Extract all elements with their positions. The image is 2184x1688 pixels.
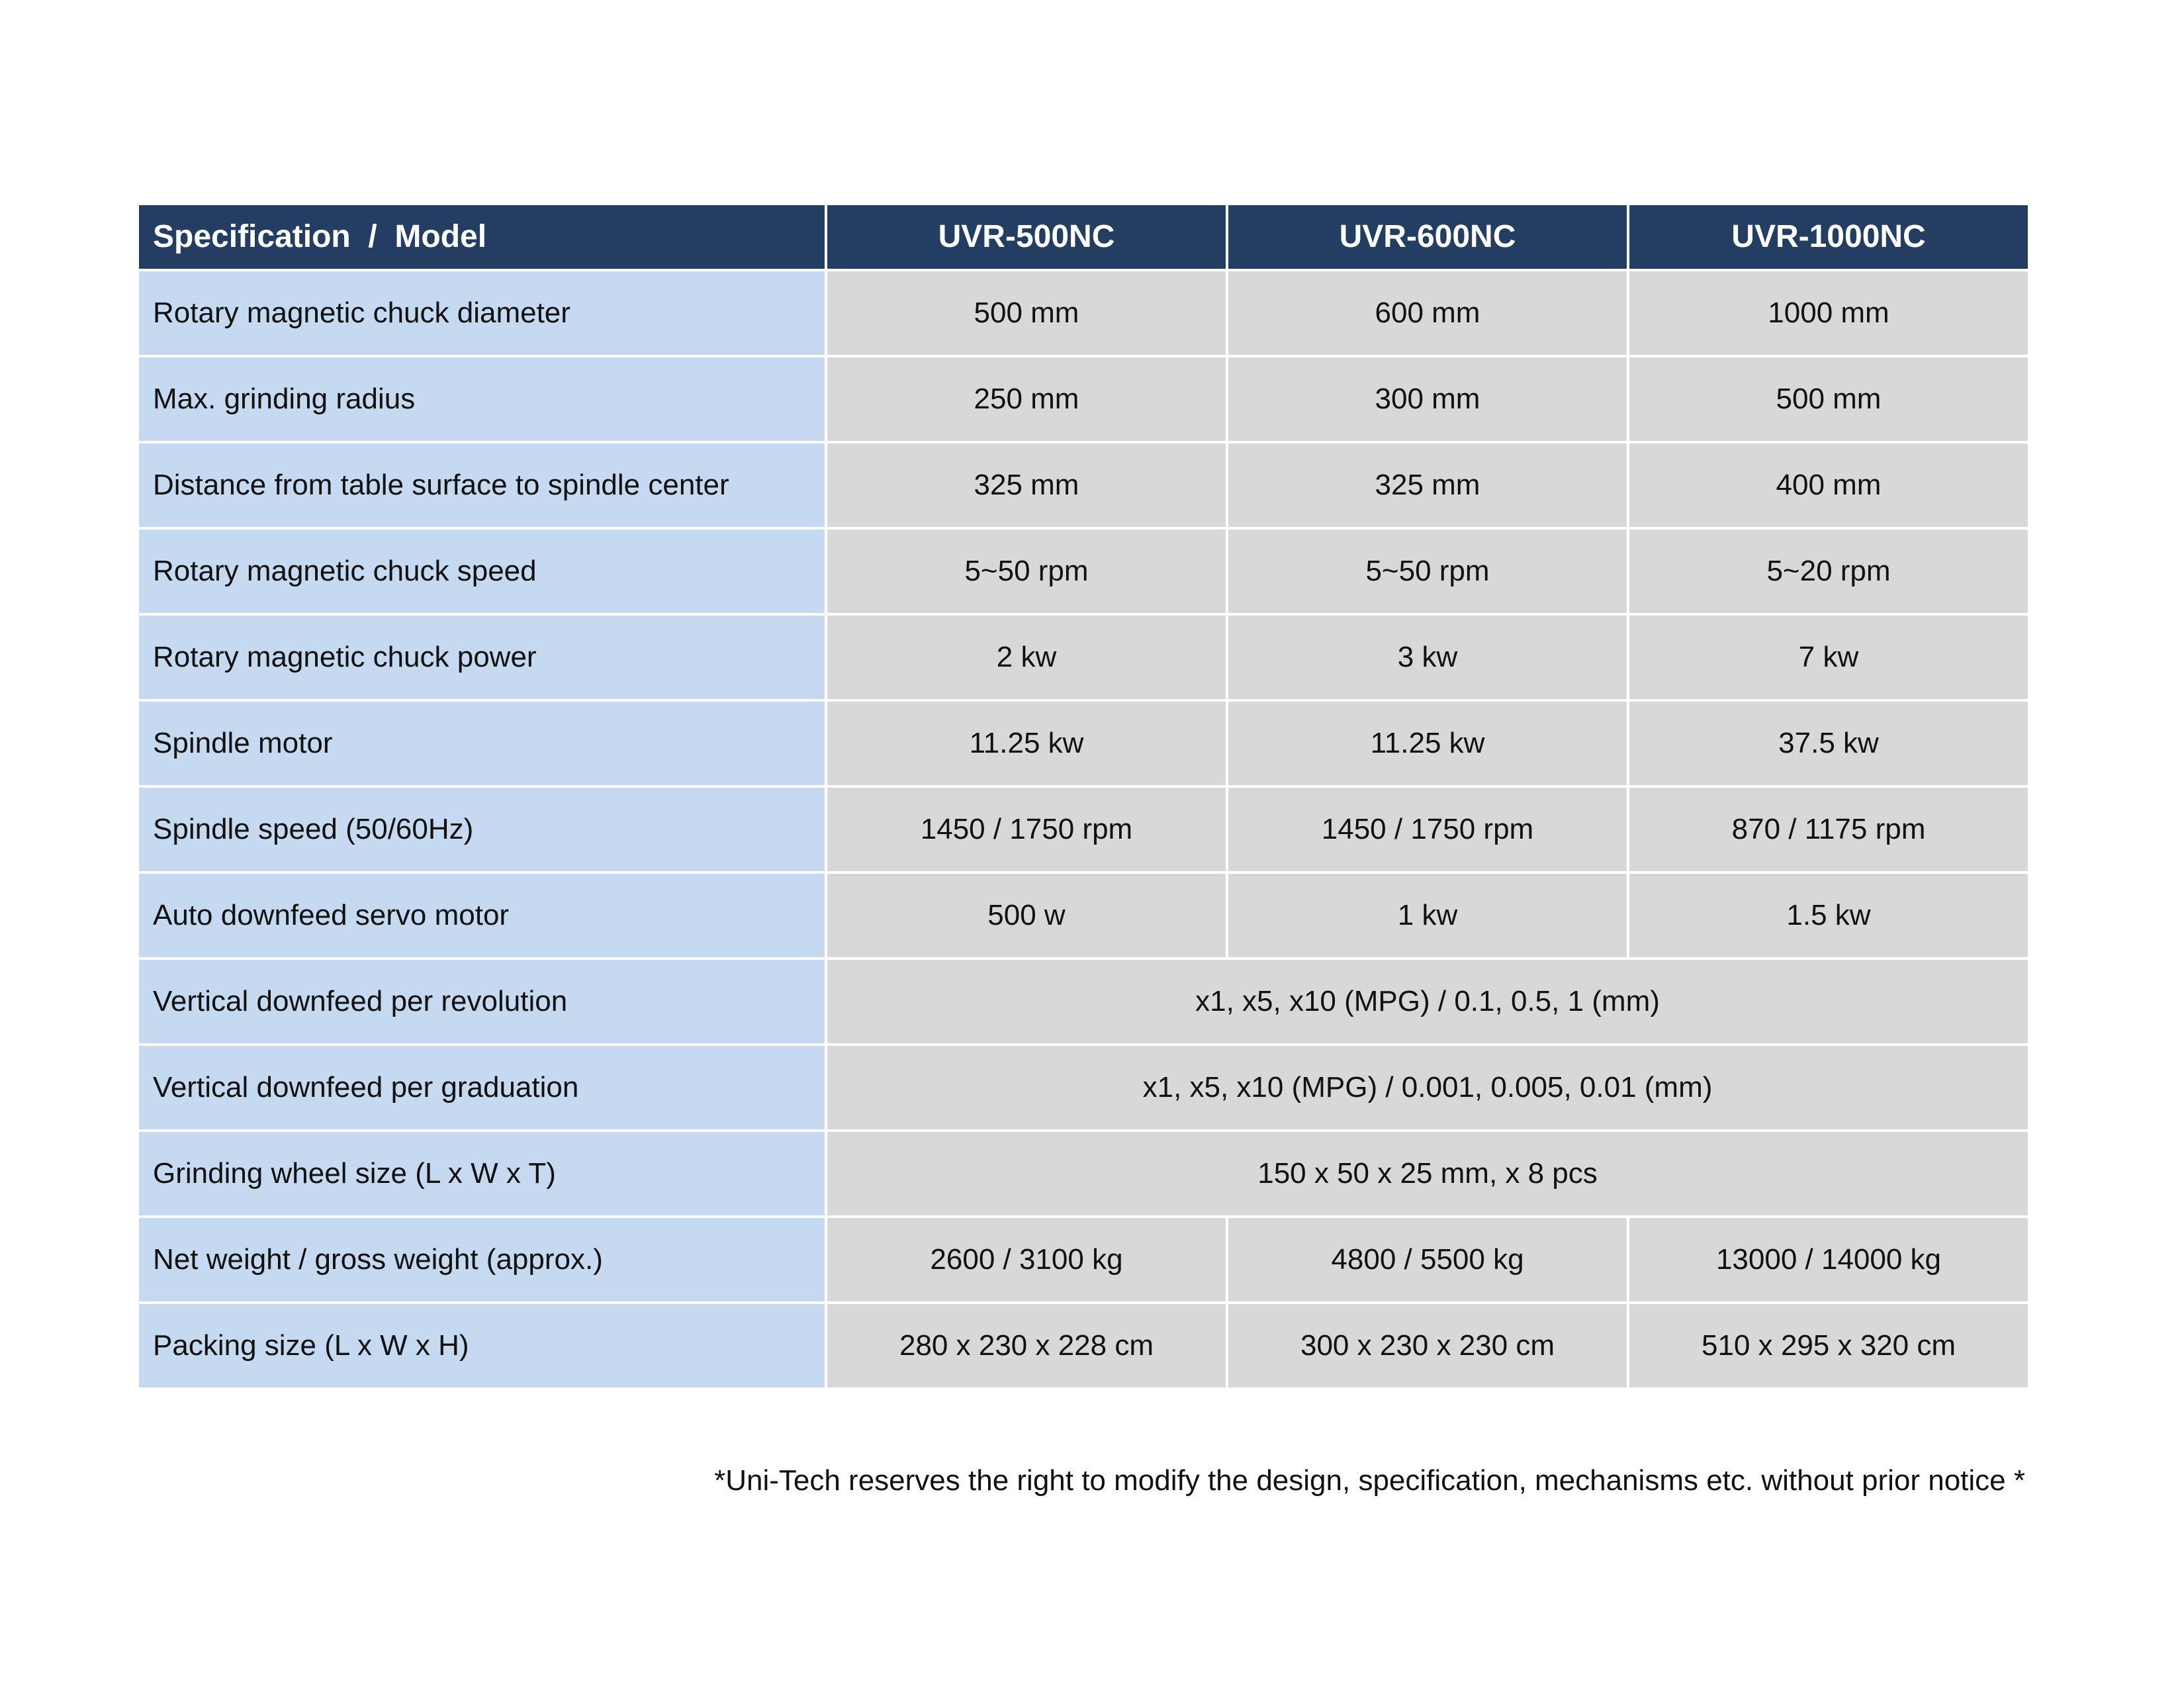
value-cell: 325 mm (826, 442, 1227, 528)
value-cell: 1.5 kw (1628, 872, 2029, 959)
value-cell: 5~20 rpm (1628, 528, 2029, 614)
table-row (138, 442, 2029, 528)
value-cell: 3 kw (1227, 614, 1628, 700)
value-cell: 37.5 kw (1628, 700, 2029, 786)
table-row (138, 614, 2029, 700)
row-label: Spindle motor (138, 700, 826, 786)
value-cell: 300 x 230 x 230 cm (1227, 1303, 1628, 1389)
table-row (138, 1217, 2029, 1303)
row-label: Rotary magnetic chuck power (138, 614, 826, 700)
value-cell: 13000 / 14000 kg (1628, 1217, 2029, 1303)
table-row (138, 700, 2029, 786)
value-cell: 325 mm (1227, 442, 1628, 528)
merged-value-cell: x1, x5, x10 (MPG) / 0.001, 0.005, 0.01 (mm) (826, 1045, 2029, 1131)
table-row (138, 1045, 2029, 1131)
row-label: Grinding wheel size (L x W x T) (138, 1131, 826, 1217)
value-cell: 2 kw (826, 614, 1227, 700)
table-row (138, 1303, 2029, 1389)
merged-value-cell: 150 x 50 x 25 mm, x 8 pcs (826, 1131, 2029, 1217)
row-label: Distance from table surface to spindle center (138, 442, 826, 528)
value-cell: 500 mm (1628, 356, 2029, 442)
value-cell: 1000 mm (1628, 270, 2029, 356)
value-cell: 250 mm (826, 356, 1227, 442)
value-cell: 1 kw (1227, 872, 1628, 959)
value-cell: 2600 / 3100 kg (826, 1217, 1227, 1303)
spec-table (136, 203, 2030, 1390)
header-spec-model: Specification / Model (138, 204, 826, 270)
row-label: Packing size (L x W x H) (138, 1303, 826, 1389)
row-label: Rotary magnetic chuck speed (138, 528, 826, 614)
value-cell: 600 mm (1227, 270, 1628, 356)
row-label: Vertical downfeed per revolution (138, 959, 826, 1045)
value-cell: 5~50 rpm (1227, 528, 1628, 614)
row-label: Auto downfeed servo motor (138, 872, 826, 959)
value-cell: 11.25 kw (826, 700, 1227, 786)
header-model: UVR-600NC (1227, 204, 1628, 270)
value-cell: 500 w (826, 872, 1227, 959)
row-label: Net weight / gross weight (approx.) (138, 1217, 826, 1303)
value-cell: 7 kw (1628, 614, 2029, 700)
value-cell: 5~50 rpm (826, 528, 1227, 614)
table-row (138, 270, 2029, 356)
value-cell: 400 mm (1628, 442, 2029, 528)
table-row (138, 786, 2029, 872)
footnote: *Uni-Tech reserves the right to modify the design, specification, mechanisms etc. without prior notice * (714, 1464, 2025, 1497)
table-header-row (138, 204, 2029, 270)
header-model: UVR-500NC (826, 204, 1227, 270)
row-label: Vertical downfeed per graduation (138, 1045, 826, 1131)
value-cell: 1450 / 1750 rpm (1227, 786, 1628, 872)
table-row (138, 528, 2029, 614)
row-label: Rotary magnetic chuck diameter (138, 270, 826, 356)
merged-value-cell: x1, x5, x10 (MPG) / 0.1, 0.5, 1 (mm) (826, 959, 2029, 1045)
header-model: UVR-1000NC (1628, 204, 2029, 270)
table-row (138, 356, 2029, 442)
table-body (138, 270, 2029, 1389)
value-cell: 280 x 230 x 228 cm (826, 1303, 1227, 1389)
value-cell: 500 mm (826, 270, 1227, 356)
table-row (138, 959, 2029, 1045)
value-cell: 1450 / 1750 rpm (826, 786, 1227, 872)
table-row (138, 1131, 2029, 1217)
value-cell: 510 x 295 x 320 cm (1628, 1303, 2029, 1389)
value-cell: 4800 / 5500 kg (1227, 1217, 1628, 1303)
value-cell: 300 mm (1227, 356, 1628, 442)
row-label: Max. grinding radius (138, 356, 826, 442)
row-label: Spindle speed (50/60Hz) (138, 786, 826, 872)
value-cell: 11.25 kw (1227, 700, 1628, 786)
table-row (138, 872, 2029, 959)
value-cell: 870 / 1175 rpm (1628, 786, 2029, 872)
